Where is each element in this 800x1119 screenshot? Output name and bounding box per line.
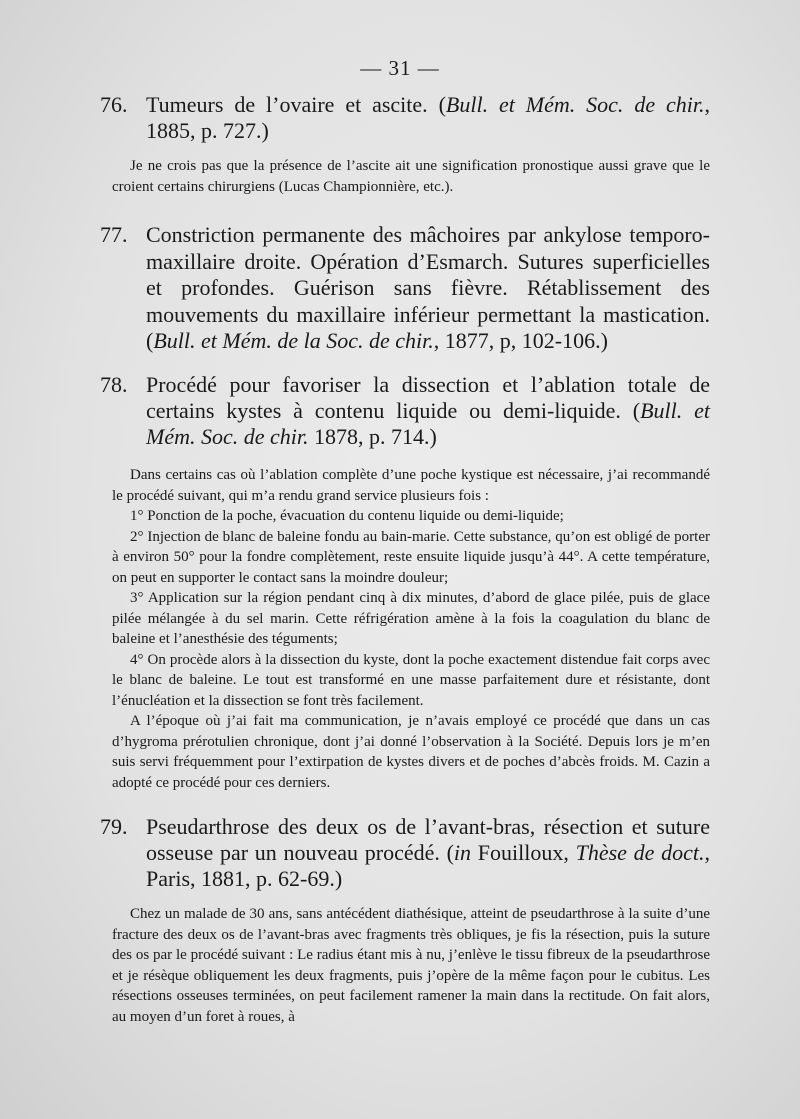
entry-citation-rest: 1877, p, 102-106.): [444, 328, 608, 353]
entry-citation-rest: 1878, p. 714.): [314, 424, 437, 449]
paragraph: 1° Ponction de la poche, évacuation du contenu liquide ou demi-liquide;: [130, 508, 564, 524]
entry-citation: Thèse de doct.: [575, 840, 705, 865]
entry-citation: Bull. et Mém. de la Soc. de chir.: [153, 328, 434, 353]
entry-citation-rest: Paris, 1881, p. 62-69.): [146, 866, 343, 891]
entry-title: 76. Tumeurs de l’ovaire et ascite. (Bull. et Mém. Soc. de chir., 1885, p. 727.): [100, 92, 710, 143]
paragraph: Je ne crois pas que la présence de l’ascite ait une signification pronostique aussi grave que le croient certains chirurgiens (Lucas Championnière, etc.).: [112, 158, 710, 195]
entry-number: 78.: [100, 372, 128, 397]
entry-text: Pseudarthrose des deux os de l’avant-bras, résection et suture osseuse par un nouveau procédé.: [146, 814, 710, 865]
entry-79-note: [112, 904, 710, 1027]
entry-text: Procédé pour favoriser la dissection et l’ablation totale de certains kystes à contenu liquide ou demi-liquide.: [146, 372, 710, 423]
entry-citation: Bull. et Mém. Soc. de chir.: [146, 398, 710, 449]
entry-77: [100, 222, 710, 355]
entry-citation-rest: 1885, p. 727.): [146, 118, 269, 143]
page-number: — 31 —: [360, 56, 440, 80]
entry-title: 78. Procédé pour favoriser la dissection et l’ablation totale de certains kystes à contenu liquide ou demi-liquide. (Bull. et Mém. Soc. de chir. 1878, p. 714.): [100, 372, 710, 449]
entry-78: [100, 372, 710, 450]
entry-76-note: [112, 156, 710, 197]
entry-title: 77. Constriction permanente des mâchoires par ankylose temporo-maxillaire droite. Opération d’Esmarch. Sutures superficielles et profondes. Guérison sans fièvre. Rétablissement des mouvements du maxillaire inférieur permettant la mastication. (Bull. et Mém. de la Soc. de chir., 1877, p, 102-106.): [100, 222, 710, 353]
entry-number: 79.: [100, 814, 128, 839]
entry-text: Tumeurs de l’ovaire et ascite.: [146, 92, 428, 117]
entry-text: Constriction permanente des mâchoires par ankylose temporo-maxillaire droite. Opération d’Esmarch. Sutures superficielles et profondes. Guérison sans fièvre. Rétablissement des mouvements du maxillaire inférieur permettant la mastication.: [146, 222, 710, 327]
paragraph: 4° On procède alors à la dissection du kyste, dont la poche exactement distendue fait corps avec le blanc de baleine. Le tout est transformé en une masse parfaitement dure et résistante, dont l’énucléation et la dissection se font très facilement.: [112, 651, 710, 709]
entry-76: [100, 92, 710, 144]
entry-title: 79. Pseudarthrose des deux os de l’avant-bras, résection et suture osseuse par un nouveau procédé. (in Fouilloux, Thèse de doct., Paris, 1881, p. 62-69.): [100, 814, 711, 891]
entry-citation-prefix: in: [453, 840, 472, 865]
entry-number: 76.: [100, 92, 128, 117]
entry-78-note: [112, 465, 710, 793]
paragraph: A l’époque où j’ai fait ma communication, je n’avais employé ce procédé que dans un cas d’hygroma prérotulien chronique, dont j’ai donné l’observation à la Société. Depuis lors je m’en suis servi fréquemment pour l’extirpation de kystes divers et de poches d’abcès froids. M. Cazin a adopté ce procédé pour ces derniers.: [112, 713, 710, 791]
paragraph: 2° Injection de blanc de baleine fondu au bain-marie. Cette substance, qu’on est obligé de porter à environ 50° pour la fondre complètement, reste ensuite liquide jusqu’à 44°. A cette température, on peut en supporter le contact sans la moindre douleur;: [112, 528, 710, 586]
paragraph: Chez un malade de 30 ans, sans antécédent diathésique, atteint de pseudarthrose à la suite d’une fracture des deux os de l’avant-bras avec fragments très obliques, je fis la résection, puis la suture des os par le procédé suivant : Le radius étant mis à nu, j’enlève le tissu fibreux de la pseudarthrose et je résèque obliquement les deux fragments, puis j’opère de la même façon pour le cubitus. Les résections osseuses terminées, on peut facilement ramener la main dans la rectitude. On fait alors, au moyen d’un foret à roues, à: [112, 906, 710, 1025]
entry-79: [100, 814, 710, 892]
entry-citation-author: Fouilloux,: [477, 840, 569, 865]
entry-citation: Bull. et Mém. Soc. de chir.: [445, 92, 705, 117]
paragraph: Dans certains cas où l’ablation complète d’une poche kystique est nécessaire, j’ai recommandé le procédé suivant, qui m’a rendu grand service plusieurs fois :: [112, 467, 710, 504]
paragraph: 3° Application sur la région pendant cinq à dix minutes, d’abord de glace pilée, puis de glace pilée mélangée à du sel marin. Cette réfrigération amène à la fois la coagulation du blanc de baleine et l’anesthésie des téguments;: [112, 590, 710, 647]
entry-number: 77.: [100, 222, 128, 247]
